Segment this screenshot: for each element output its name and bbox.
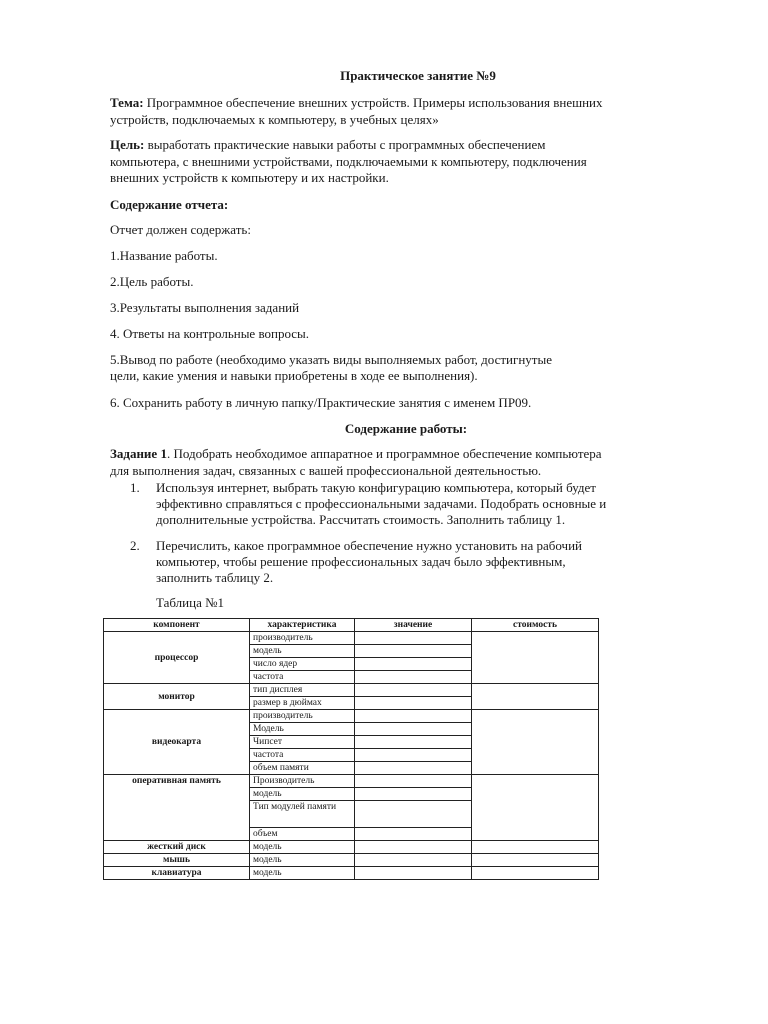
characteristic-cell: частота [250,749,355,762]
table-row [104,854,599,867]
topic-line-1: Программное обеспечение внешних устройств. Примеры использования внешних [143,95,603,110]
goal-line-3: внешних устройств к компьютеру и их настройки. [110,170,389,185]
component-cell: мышь [104,854,250,867]
cost-cell[interactable] [472,775,599,841]
value-cell[interactable] [355,645,472,658]
work-heading: Содержание работы: [344,421,468,436]
value-cell[interactable] [355,710,472,723]
cost-cell[interactable] [472,841,599,854]
component-cell: клавиатура [104,867,250,880]
value-cell[interactable] [355,788,472,801]
value-cell[interactable] [355,671,472,684]
value-cell[interactable] [355,723,472,736]
characteristic-cell: Тип модулей памяти [250,801,355,828]
value-cell[interactable] [355,749,472,762]
goal-line-2: компьютера, с внешними устройствами, подключаемыми к компьютеру, подключения [110,153,587,169]
value-cell[interactable] [355,775,472,788]
value-cell[interactable] [355,854,472,867]
report-intro: Отчет должен содержать: [110,222,251,237]
topic-label: Тема: [110,95,144,110]
table-caption: Таблица №1 [156,595,225,610]
cost-cell[interactable] [472,867,599,880]
header-cell: характеристика [250,619,355,632]
value-cell[interactable] [355,684,472,697]
value-cell[interactable] [355,867,472,880]
table-header-row [104,619,599,632]
value-cell[interactable] [355,841,472,854]
value-cell[interactable] [355,762,472,775]
component-cell: процессор [104,632,250,684]
table-row [104,632,599,645]
component-cell: видеокарта [104,710,250,775]
characteristic-cell: число ядер [250,658,355,671]
characteristic-cell: Модель [250,723,355,736]
table-row [104,775,599,788]
value-cell[interactable] [355,632,472,645]
page-title: Практическое занятие №9 [340,68,496,83]
report-item: 1.Название работы. [110,248,218,263]
component-cell: жесткий диск [104,841,250,854]
task1-paragraph [110,446,702,479]
topic-paragraph [110,95,702,128]
task1-label: Задание 1 [110,446,167,461]
table-row [104,841,599,854]
cost-cell[interactable] [472,632,599,684]
component-cell: монитор [104,684,250,710]
characteristic-cell: модель [250,867,355,880]
component-cell: оперативная память [104,775,250,841]
step-text: Используя интернет, выбрать такую конфигурацию компьютера, который будет эффективно справляться с профессиональными задачами. Подобрать основные и дополнительные устройства. Рассчитать стоимость. Заполнить таблицу 1. [156,480,607,527]
value-cell[interactable] [355,658,472,671]
table-row [104,684,599,697]
report-heading: Содержание отчета: [110,197,229,212]
table-row [104,867,599,880]
characteristic-cell: объем памяти [250,762,355,775]
cost-cell[interactable] [472,710,599,775]
characteristic-cell: модель [250,788,355,801]
report-item: 4. Ответы на контрольные вопросы. [110,326,310,341]
value-cell[interactable] [355,697,472,710]
characteristic-cell: Производитель [250,775,355,788]
characteristic-cell: Чипсет [250,736,355,749]
step-number: 2. [130,538,140,553]
step-text: Перечислить, какое программное обеспечение нужно установить на рабочий компьютер, чтобы решение профессиональных задач было эффективным, заполнить таблицу 2. [156,538,582,585]
step-number: 1. [130,480,140,495]
characteristic-cell: размер в дюймах [250,697,355,710]
value-cell[interactable] [355,736,472,749]
goal-label: Цель: [110,137,145,152]
characteristic-cell: объем [250,828,355,841]
characteristic-cell: производитель [250,710,355,723]
goal-paragraph [110,137,702,187]
cost-cell[interactable] [472,854,599,867]
cost-cell[interactable] [472,684,599,710]
task1-line-1: . Подобрать необходимое аппаратное и программное обеспечение компьютера [166,446,602,461]
report-item: 5.Вывод по работе (необходимо указать виды выполняемых работ, достигнутые [110,352,552,367]
components-table [103,618,599,880]
report-item: 2.Цель работы. [110,274,194,289]
header-cell: стоимость [472,619,599,632]
characteristic-cell: модель [250,645,355,658]
value-cell[interactable] [355,801,472,828]
report-item: 3.Результаты выполнения заданий [110,300,300,315]
characteristic-cell: тип дисплея [250,684,355,697]
goal-line-1: выработать практические навыки работы с программных обеспечением [144,137,546,152]
characteristic-cell: модель [250,854,355,867]
task1-line-2: для выполнения задач, связанных с вашей профессиональной деятельностью. [110,462,542,478]
header-cell: компонент [104,619,250,632]
report-item-continuation: цели, какие умения и навыки приобретены в ходе ее выполнения). [110,368,478,383]
report-item: 6. Сохранить работу в личную папку/Практические занятия с именем ПР09. [110,395,532,410]
header-cell: значение [355,619,472,632]
value-cell[interactable] [355,828,472,841]
characteristic-cell: частота [250,671,355,684]
characteristic-cell: производитель [250,632,355,645]
topic-line-2: устройств, подключаемых к компьютеру, в учебных целях» [110,111,439,127]
table-row [104,710,599,723]
characteristic-cell: модель [250,841,355,854]
